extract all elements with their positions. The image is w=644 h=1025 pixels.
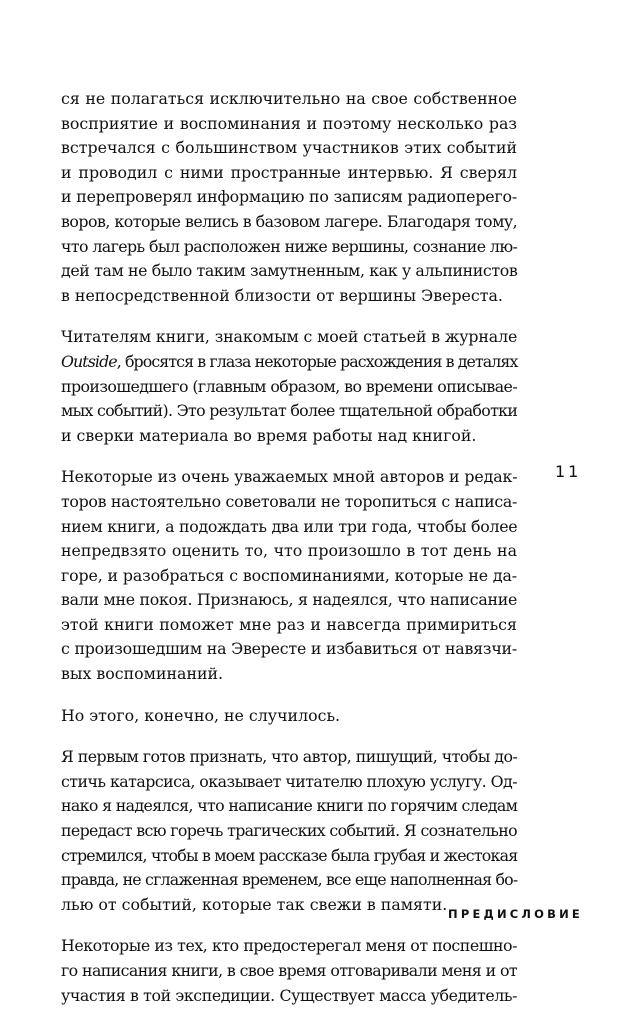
- paragraph-2: [61, 325, 517, 448]
- text-line: го написания книги, в свое время отговаривали меня и от: [61, 961, 517, 980]
- text-line: Некоторые из очень уважаемых мной авторов и редак-: [61, 467, 518, 487]
- text-line: и проводил с ними пространные интервью. Я сверял: [61, 162, 517, 182]
- text-line: что лагерь был расположен ниже вершины, сознание лю-: [61, 236, 518, 256]
- text-line: Некоторые из тех, кто предостерегал меня от поспешно-: [61, 936, 517, 956]
- text-line: участия в той экспедиции. Существует масса убедитель-: [61, 985, 517, 1005]
- text-line: воров, которые велись в базовом лагере. Благодаря тому,: [61, 211, 518, 231]
- text-line: Outside, бросятся в глаза некоторые расхождения в деталях: [61, 351, 518, 371]
- text-line: Я первым готов признать, что автор, пишущий, чтобы до-: [61, 747, 518, 767]
- text-line: стичь катарсиса, оказывает читателю плохую услугу. Од-: [61, 771, 518, 791]
- text-line: встречался с большинством участников этих событий: [61, 138, 517, 158]
- text-line: и перепроверял информацию по записям радиоперего-: [61, 187, 517, 207]
- text-line: с произошедшим на Эвересте и избавиться от навязчи-: [61, 639, 517, 659]
- text-line: произошедшего (главным образом, во времени описывае-: [61, 376, 518, 396]
- text-line: лью от событий, которые так свежи в памяти.: [61, 894, 448, 914]
- text-line: Но этого, конечно, не случилось.: [61, 705, 341, 725]
- text-line: в непосредственной близости от вершины Эвереста.: [61, 285, 503, 305]
- page-number: 11: [555, 462, 582, 481]
- text-line: и сверки материала во время работы над книгой.: [61, 425, 477, 445]
- text-line: мых событий). Это результат более тщательной обработки: [61, 401, 518, 421]
- paragraph-5: [61, 745, 517, 917]
- text-line: нием книги, а подождать два или три года, чтобы более: [61, 516, 518, 536]
- text-line: этой книги поможет мне раз и навсегда примириться: [61, 614, 517, 634]
- running-footer: ПРЕДИСЛОВИЕ: [448, 907, 583, 921]
- text-line: торов настоятельно советовали не торопиться с написа-: [61, 491, 517, 511]
- text-line: нако я надеялся, что написание книги по горячим следам: [61, 796, 518, 816]
- text-line: передаст всю горечь трагических событий. Я сознательно: [61, 821, 517, 841]
- text-line: горе, и разобраться с воспоминаниями, которые не да-: [61, 565, 517, 585]
- text-line: восприятие и воспоминания и поэтому несколько раз: [61, 113, 517, 133]
- paragraph-3: [61, 465, 517, 686]
- text-line: вали мне покоя. Признаюсь, я надеялся, что написание: [61, 590, 518, 610]
- text-line: дей там не было таким замутненным, как у альпинистов: [61, 261, 518, 281]
- text-line: непредвзято оценить то, что произошло в тот день на: [61, 541, 517, 561]
- text-line: ся не полагаться исключительно на свое собственное: [61, 89, 517, 108]
- magazine-title: Outside: [61, 351, 117, 371]
- paragraph-4: [61, 704, 517, 729]
- paragraph-6: [61, 934, 517, 1008]
- text-line: Читателям книги, знакомым с моей статьей в журнале: [61, 327, 518, 347]
- text-line: стремился, чтобы в моем рассказе была грубая и жестокая: [61, 845, 518, 865]
- body-text: [61, 87, 517, 1025]
- text-line: вых воспоминаний.: [61, 664, 224, 684]
- text-line: правда, не сглаженная временем, все еще наполненная бо-: [61, 870, 518, 890]
- paragraph-1: [61, 87, 517, 308]
